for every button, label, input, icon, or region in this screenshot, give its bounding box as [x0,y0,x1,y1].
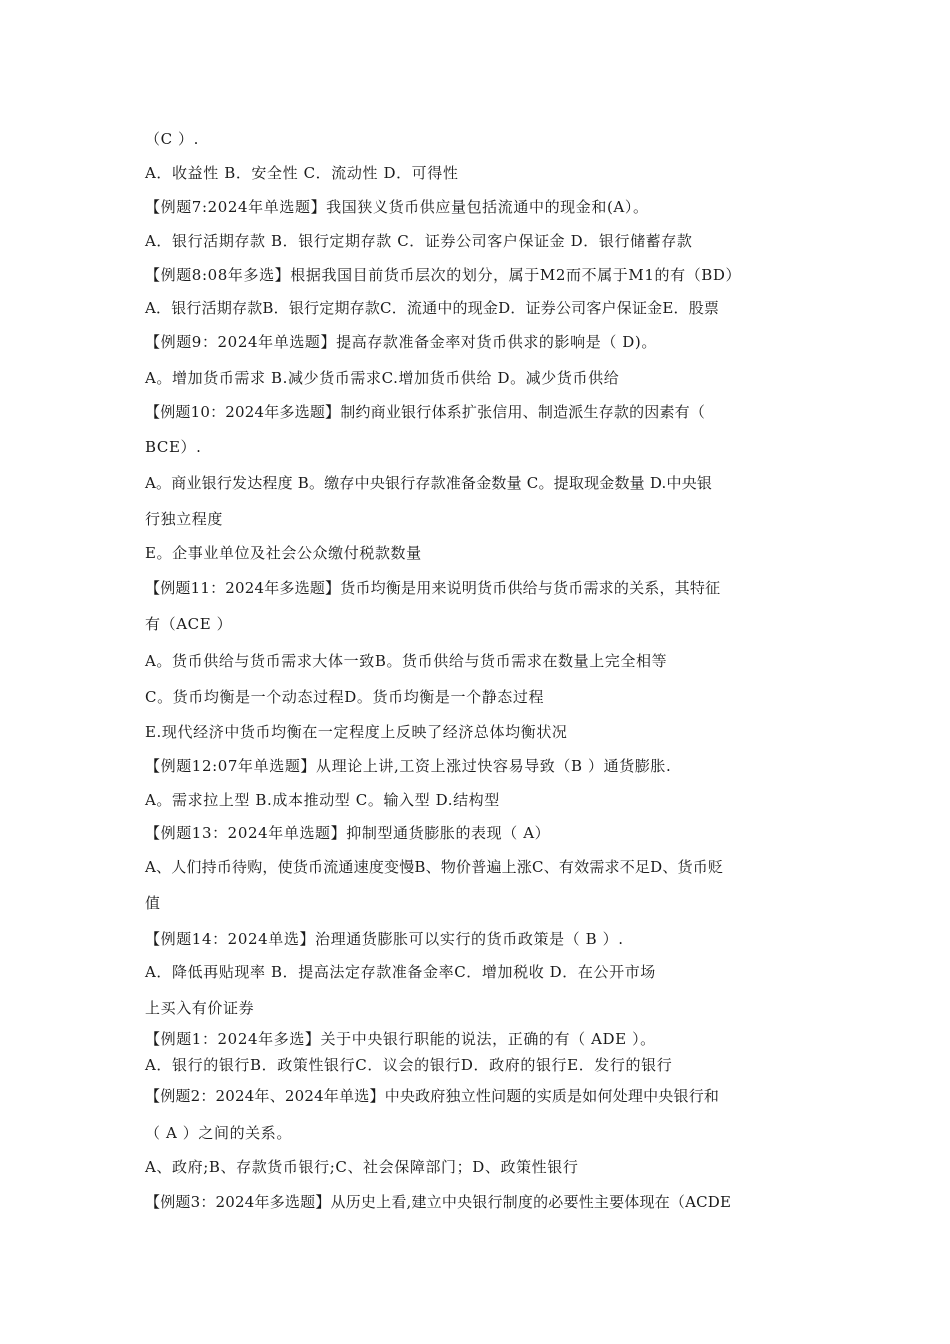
text-line: E.现代经济中货币均衡在一定程度上反映了经济总体均衡状况 [145,723,568,741]
text-line: 【例题1：2024年多选】关于中央银行职能的说法，正确的有（ ADE ）。 [145,1030,656,1048]
text-line: 【例题12:07年单选题】从理论上讲,工资上涨过快容易导致（B ）通货膨胀. [145,757,672,775]
text-line: 【例题2：2024年、2024年单选】中央政府独立性问题的实质是如何处理中央银行和 [145,1087,720,1105]
text-line: 【例题11：2024年多选题】货币均衡是用来说明货币供给与货币需求的关系，其特征 [145,579,721,597]
text-line: 【例题10：2024年多选题】制约商业银行体系扩张信用、制造派生存款的因素有（ [145,403,706,421]
text-line: 值 [145,894,161,912]
text-line: E。企事业单位及社会公众缴付税款数量 [145,544,422,562]
text-line: 【例题9：2024年单选题】提高存款准备金率对货币供求的影响是（ D)。 [145,333,657,351]
text-line: C。货币均衡是一个动态过程D。货币均衡是一个静态过程 [145,688,545,706]
text-line: 【例题13：2024年单选题】抑制型通货膨胀的表现（ A） [145,824,551,842]
text-line: 【例题14：2024单选】治理通货膨胀可以实行的货币政策是（ B ）. [145,930,624,948]
text-line: A、人们持币待购，使货币流通速度变慢B、物价普遍上涨C、有效需求不足D、货币贬 [145,858,724,876]
text-line: A。货币供给与货币需求大体一致B。货币供给与货币需求在数量上完全相等 [145,652,668,670]
text-line: 行独立程度 [145,510,224,528]
text-line: （C ）. [145,130,200,148]
text-line: A．降低再贴现率 B．提高法定存款准备金率C．增加税收 D．在公开市场 [145,963,656,981]
text-line: A、政府;B、存款货币银行;C、社会保障部门；D、政策性银行 [145,1158,579,1176]
text-line: A．银行活期存款B．银行定期存款C．流通中的现金D．证券公司客户保证金E．股票 [145,299,720,317]
text-line: A。增加货币需求 B.减少货币需求C.增加货币供给 D。减少货币供给 [145,369,620,387]
text-line: A．银行活期存款 B．银行定期存款 C．证券公司客户保证金 D．银行储蓄存款 [145,232,693,250]
text-line: BCE）. [145,438,202,456]
text-line: 【例题3：2024年多选题】从历史上看,建立中央银行制度的必要性主要体现在（ACDE [145,1193,732,1211]
text-line: （ A ）之间的关系。 [145,1124,292,1142]
text-line: 【例题8:08年多选】根据我国目前货币层次的划分，属于M2而不属于M1的有（BD） [145,266,742,284]
text-line: A。需求拉上型 B.成本推动型 C。输入型 D.结构型 [145,791,500,809]
text-line: 【例题7:2024年单选题】我国狭义货币供应量包括流通中的现金和(A）。 [145,198,649,216]
text-line: A。商业银行发达程度 B。缴存中央银行存款准备金数量 C。提取现金数量 D.中央银 [145,474,713,492]
text-line: 有（ACE ） [145,615,233,633]
text-line: A．银行的银行B．政策性银行C．议会的银行D．政府的银行E．发行的银行 [145,1056,673,1074]
text-line: 上买入有价证券 [145,999,255,1017]
text-line: A．收益性 B．安全性 C．流动性 D．可得性 [145,164,459,182]
